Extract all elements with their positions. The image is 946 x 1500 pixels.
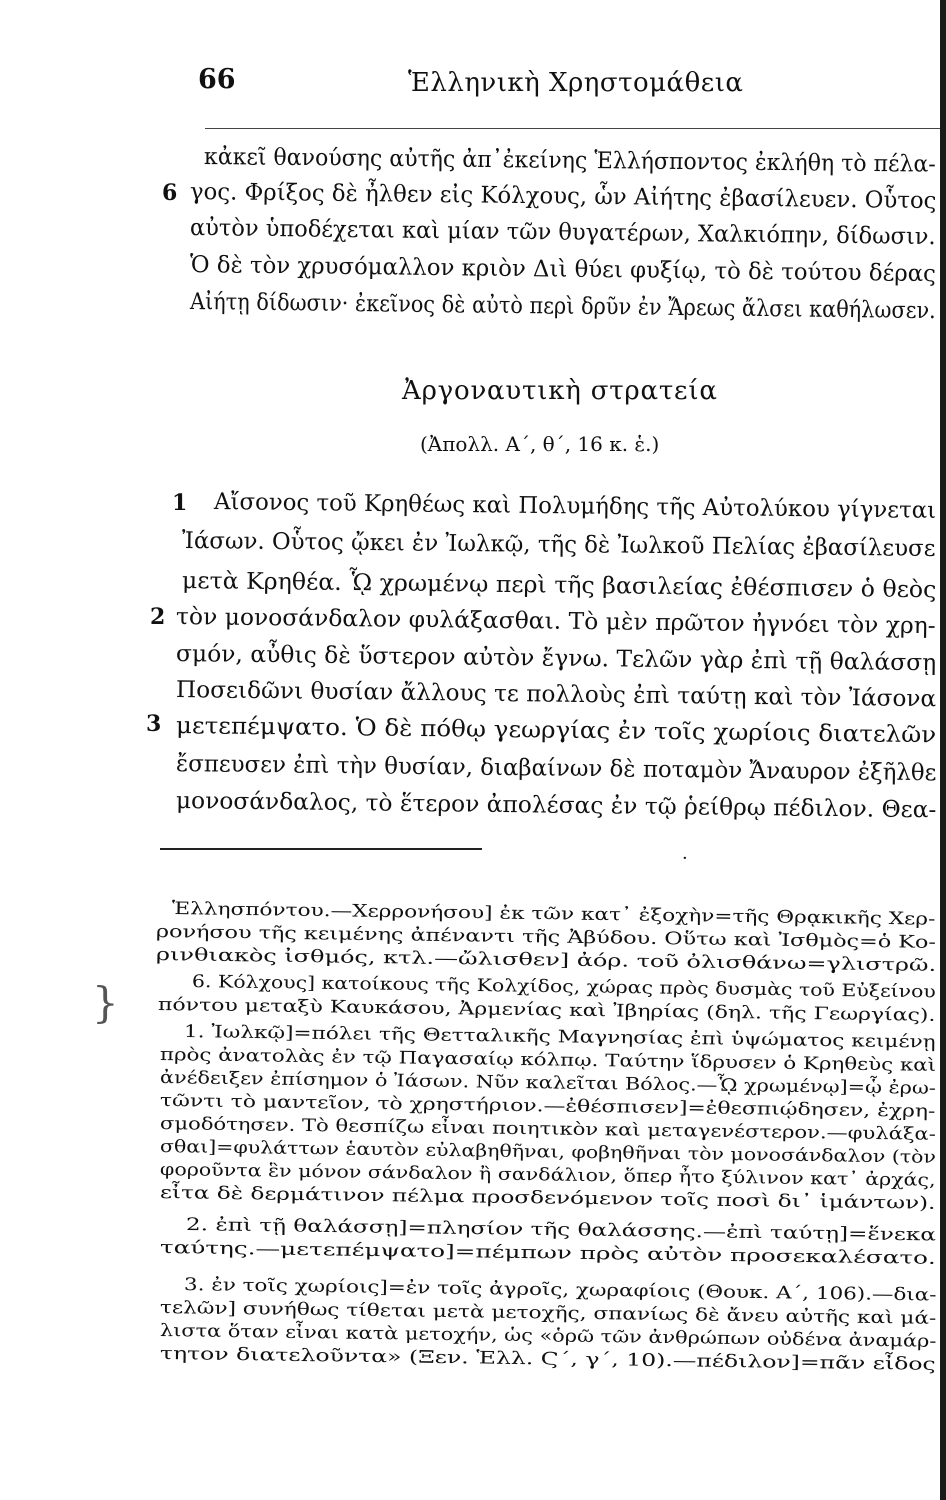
intro-line: κἀκεῖ θανούσης αὐτῆς ἀπ᾿ἐκείνης Ἑλλήσποντος ἐκλήθη τὸ πέλα- — [203, 144, 936, 178]
body-line: μετεπέμψατο. Ὁ δὲ πόθῳ γεωργίας ἐν τοῖς χωρίοις διατελῶν — [175, 713, 937, 749]
margin-number: 2 — [150, 604, 166, 630]
running-title: Ἑλληνικὴ Χρηστομάθεια — [408, 68, 744, 98]
body-line: ἔσπευσεν ἐπὶ τὴν θυσίαν, διαβαίνων δὲ ποταμὸν Ἄναυρον ἐξῆλθε — [175, 751, 937, 787]
page-edge-shadow — [940, 0, 946, 1500]
footnote-line: τῶντι τὸ μαντεῖον, τὸ χρηστήριον.—ἐθέσπισεν]=ἐθεσπιῴδησεν, ἐχρη- — [159, 1091, 936, 1122]
footnote-line: 1. Ἰωλκῷ]=πόλει τῆς Θετταλικῆς Μαγνησίας ἐπὶ ὑψώματος κειμένῃ — [183, 1022, 936, 1053]
intro-line: γος. Φρίξος δὲ ἦλθεν εἰς Κόλχους, ὧν Αἰήτης ἐβασίλευεν. Οὗτος — [189, 179, 937, 215]
footnote-line: σθαι]=φυλάττων ἑαυτὸν εὐλαβηθῆναι, φοβηθῆναι τὸν μονοσάνδαλον (τὸν — [159, 1137, 937, 1168]
footnote-line: 6. Κόλχους] κατοίκους τῆς Κολχίδος, χώρας πρὸς δυσμὰς τοῦ Εὐξείνου — [191, 972, 936, 1003]
section-title: Ἀργοναυτικὴ στρατεία — [402, 376, 718, 406]
body-line: Ποσειδῶνι θυσίαν ἄλλους τε πολλοὺς ἐπὶ ταύτῃ καὶ τὸν Ἰάσονα — [175, 677, 937, 713]
body-line: Αἴσονος τοῦ Κρηθέως καὶ Πολυμήδης τῆς Αὐτολύκου γίγνεται — [213, 489, 937, 524]
footnote-line: τελῶν] συνήθως τίθεται μετὰ μετοχῆς, σπανίως δὲ ἄνευ αὐτῆς καὶ μά- — [159, 1298, 937, 1329]
body-line: Ἰάσων. Οὗτος ᾤκει ἐν Ἰωλκῷ, τῆς δὲ Ἰωλκοῦ Πελίας ἐβασίλευσε — [181, 528, 936, 562]
footnote-line: ρινθιακὸς ἰσθμός, κτλ.—ὤλισθεν] ἀόρ. τοῦ ὀλισθάνω=γλιστρῶ. — [155, 945, 937, 976]
intro-line: Αἰήτῃ δίδωσιν· ἐκεῖνος δὲ αὐτὸ περὶ δρῦν ἐν Ἄρεως ἄλσει καθήλωσεν. — [189, 289, 936, 325]
handwritten-brace-mark: } — [92, 978, 119, 1027]
footnote-rule — [160, 848, 482, 850]
intro-line: αὐτὸν ὑποδέχεται καὶ μίαν τῶν θυγατέρων, Χαλκιόπην, δίδωσιν. — [189, 215, 936, 251]
margin-number: 1 — [172, 490, 188, 516]
body-line: μετὰ Κρηθέα. ᾯ χρωμένῳ περὶ τῆς βασιλείας ἐθέσπισεν ὁ θεὸς — [181, 568, 937, 604]
body-line: σμόν, αὖθις δὲ ὕστερον αὐτὸν ἔγνω. Τελῶν γὰρ ἐπὶ τῇ θαλάσσῃ — [175, 641, 937, 677]
page-number: 66 — [198, 64, 236, 95]
body-line: τὸν μονοσάνδαλον φυλάξασθαι. Τὸ μὲν πρῶτον ἠγνόει τὸν χρη- — [175, 604, 936, 640]
page-header — [198, 62, 943, 112]
stray-mark: · — [682, 848, 688, 869]
footnote-line: πρὸς ἀνατολὰς ἐν τῷ Παγασαίῳ κόλπῳ. Ταύτην ἵδρυσεν ὁ Κρηθεὺς καὶ — [159, 1045, 937, 1076]
footnote-line: φοροῦντα ἓν μόνον σάνδαλον ἢ σανδάλιον, ὅπερ ἦτο ξύλινον κατ᾿ ἀρχάς, — [159, 1160, 936, 1191]
footnote-line: 3. ἐν τοῖς χωρίοις]=ἐν τοῖς ἀγροῖς, χωραφίοις (Θουκ. Α΄, 106).—δια- — [183, 1275, 937, 1306]
footnote-line: ταύτης.—μετεπέμψατο]=πέμπων πρὸς αὐτὸν προσεκαλέσατο. — [159, 1238, 936, 1269]
footnote-line: Ἑλλησπόντου.—Χερρονήσου] ἐκ τῶν κατ᾿ ἐξοχὴν=τῆς Θρᾳκικῆς Χερ- — [171, 899, 936, 930]
footnote-line: πόντου μεταξὺ Καυκάσου, Ἀρμενίας καὶ Ἰβηρίας (δηλ. τῆς Γεωργίας). — [157, 995, 936, 1026]
footnote-line: ἀνέδειξεν ἐπίσημον ὁ Ἰάσων. Νῦν καλεῖται Βόλος.—ᾯ χρωμένῳ]=ᾧ ἐρω- — [159, 1068, 937, 1099]
margin-number: 3 — [146, 711, 162, 737]
footnote-line: 2. ἐπὶ τῇ θαλάσσῃ]=πλησίον τῆς θαλάσσης.—ἐπὶ ταύτῃ]=ἕνεκα — [185, 1215, 937, 1246]
footnote-line: λιστα ὅταν εἶναι κατὰ μετοχήν, ὡς «ὁρῶ τῶν ἀνθρώπων οὐδένα ἀναμάρ- — [159, 1321, 937, 1352]
footnote-line: εἶτα δὲ δερμάτινον πέλμα προσδενόμενον τοῖς ποσὶ δι᾿ ἱμάντων). — [159, 1183, 936, 1214]
header-rule — [205, 128, 940, 129]
section-source: (Ἀπολλ. Α΄, θ΄, 16 κ. ἑ.) — [420, 432, 660, 456]
body-line: μονοσάνδαλος, τὸ ἕτερον ἀπολέσας ἐν τῷ ῥείθρῳ πέδιλον. Θεα- — [175, 788, 937, 824]
margin-number: 6 — [162, 180, 178, 206]
footnote-line: τητον διατελοῦντα» (Ξεν. Ἑλλ. Ϛ΄, γ΄, 10).—πέδιλον]=πᾶν εἶδος — [159, 1344, 936, 1375]
footnote-line: σμοδότησεν. Τὸ θεσπίζω εἶναι ποιητικὸν καὶ μεταγενέστερον.—φυλάξα- — [159, 1114, 937, 1145]
footnote-line: ρονήσου τῆς κειμένης ἀπέναντι τῆς Ἀβύδου. Οὕτω καὶ Ἰσθμὸς=ὁ Κο- — [155, 922, 936, 953]
intro-line: Ὁ δὲ τὸν χρυσόμαλλον κριὸν Διὶ θύει φυξίῳ, τὸ δὲ τούτου δέρας — [189, 252, 937, 288]
